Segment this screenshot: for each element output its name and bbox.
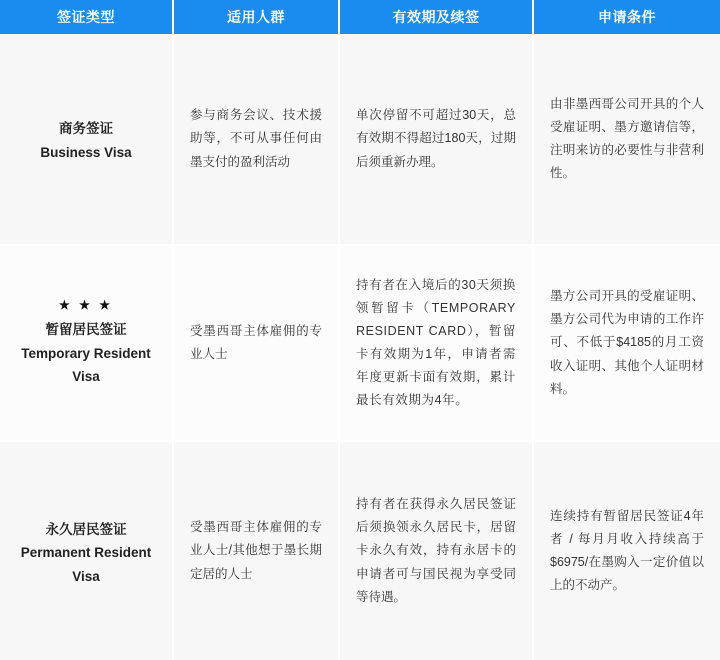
table-row bbox=[0, 34, 720, 246]
cell-validity bbox=[340, 246, 534, 442]
audience-text: 受墨西哥主体雇佣的专业人士 bbox=[190, 323, 322, 361]
visa-type-en: Permanent Resident Visa bbox=[20, 545, 152, 584]
cell-audience bbox=[174, 442, 340, 660]
audience-text: 参与商务会议、技术援助等，不可从事任何由墨支付的盈利活动 bbox=[190, 108, 322, 169]
requirements-text: 墨方公司开具的受雇证明、墨方公司代为申请的工作许可、不低于$4185的月工资收入证明、其他个人证明材料。 bbox=[550, 289, 704, 396]
cell-validity bbox=[340, 442, 534, 660]
validity-text: 持有者在入境后的30天须换领暂留卡（TEMPORARY RESIDENT CARD），暂留卡有效期为1年，申请者需年度更新卡面有效期，累计最长有效期为4年。 bbox=[356, 277, 516, 408]
cell-requirements bbox=[534, 34, 720, 246]
validity-text: 单次停留不可超过30天，总有效期不得超过180天，过期后须重新办理。 bbox=[356, 108, 516, 169]
visa-type-cn: 暂留居民签证 bbox=[45, 321, 127, 337]
table-body bbox=[0, 34, 720, 660]
cell-validity bbox=[340, 34, 534, 246]
visa-type-cn: 商务签证 bbox=[59, 121, 113, 137]
column-header-validity: 有效期及续签 bbox=[340, 0, 534, 34]
column-header-visa-type: 签证类型 bbox=[0, 0, 174, 34]
requirements-text: 由非墨西哥公司开具的个人受雇证明、墨方邀请信等，注明来访的必要性与非营利性。 bbox=[550, 96, 704, 181]
table-header-row bbox=[0, 0, 720, 34]
cell-requirements bbox=[534, 246, 720, 442]
cell-visa-type bbox=[0, 246, 174, 442]
visa-type-cn: 永久居民签证 bbox=[45, 521, 127, 537]
cell-audience bbox=[174, 34, 340, 246]
visa-type-en: Business Visa bbox=[40, 145, 132, 160]
table-row bbox=[0, 246, 720, 442]
rating-stars: ★ ★ ★ bbox=[59, 298, 113, 313]
cell-requirements bbox=[534, 442, 720, 660]
cell-visa-type bbox=[0, 34, 174, 246]
cell-visa-type bbox=[0, 442, 174, 660]
visa-type-en: Temporary Resident Visa bbox=[21, 345, 151, 385]
column-header-requirements: 申请条件 bbox=[534, 0, 720, 34]
table-header bbox=[0, 0, 720, 34]
requirements-text: 连续持有暂留居民签证4年者 / 每月月收入持续高于$6975/在墨购入一定价值以上的不动产。 bbox=[550, 508, 704, 593]
table-row bbox=[0, 442, 720, 660]
audience-text: 受墨西哥主体雇佣的专业人士/其他想于墨长期定居的人士 bbox=[190, 520, 322, 581]
column-header-audience: 适用人群 bbox=[174, 0, 340, 34]
cell-audience bbox=[174, 246, 340, 442]
validity-text: 持有者在获得永久居民签证后须换领永久居民卡，居留卡永久有效，持有永居卡的申请者可与国民视为享受同等待遇。 bbox=[356, 497, 516, 604]
